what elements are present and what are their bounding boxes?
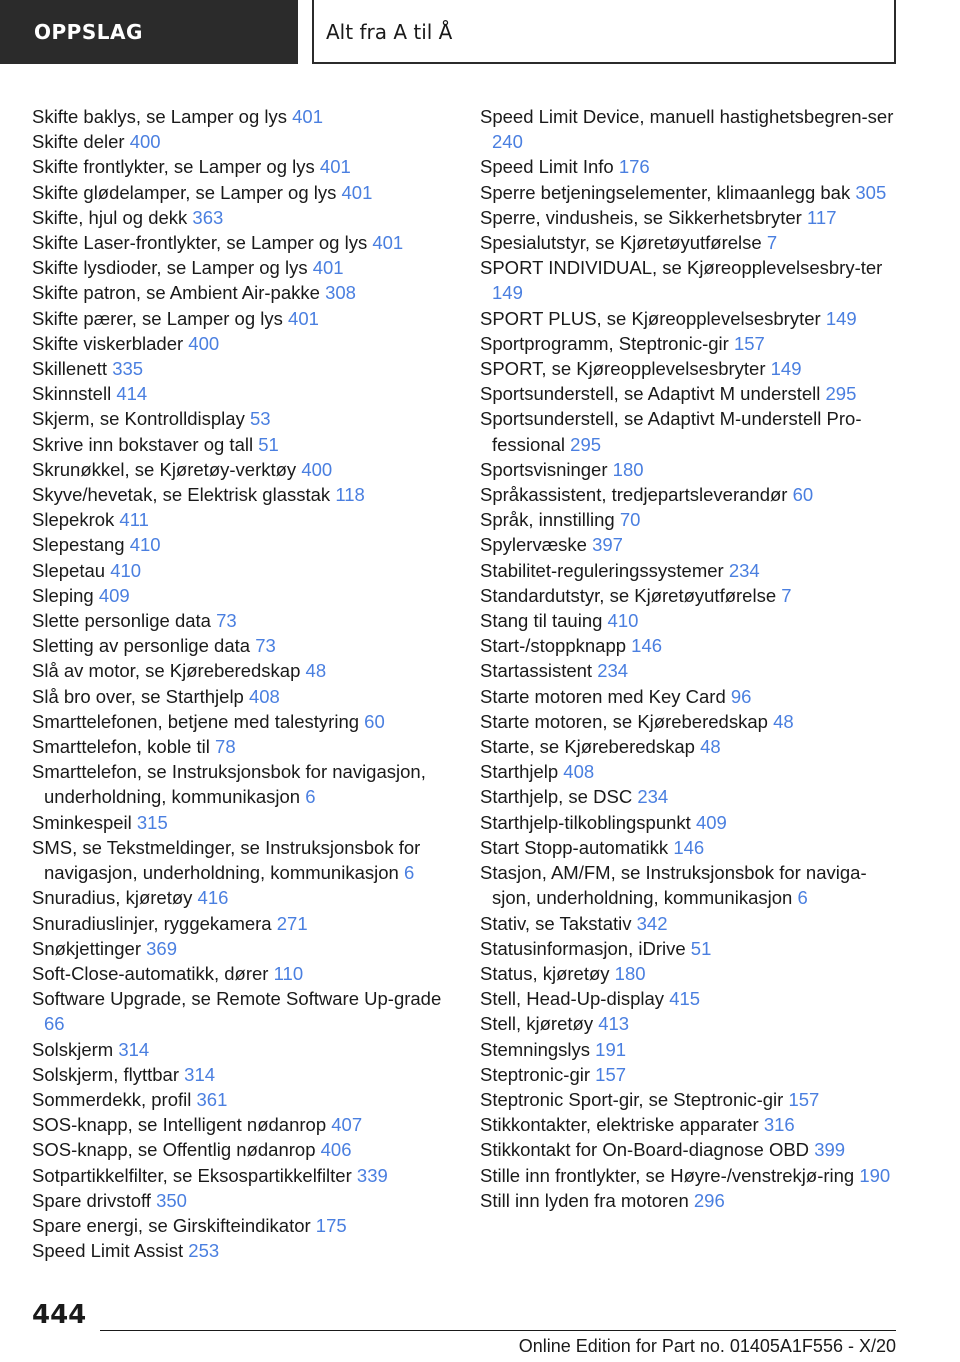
index-entry-text: Skjerm, se Kontrolldisplay	[32, 408, 245, 430]
index-entry	[32, 255, 447, 280]
index-entry	[480, 1188, 895, 1213]
index-page-link[interactable]: 149	[825, 307, 857, 329]
index-page-link[interactable]: 335	[112, 358, 144, 380]
index-entry-text: Slepekrok	[32, 509, 115, 531]
index-entry	[480, 860, 895, 910]
index-entry	[480, 230, 895, 255]
index-page-link[interactable]: 157	[733, 332, 765, 354]
index-page-link[interactable]: 401	[288, 307, 319, 329]
index-entry-text: Starte motoren, se Kjøreberedskap	[480, 710, 768, 732]
index-entry	[32, 608, 447, 633]
index-entry	[480, 356, 895, 381]
index-entry	[480, 1112, 895, 1137]
index-entry-text: Stikkontakt for On-Board-diagnose OBD	[480, 1139, 810, 1161]
index-entry	[32, 936, 447, 961]
index-page-link[interactable]: 73	[216, 610, 237, 632]
index-entry	[32, 658, 447, 683]
index-entry	[480, 936, 895, 961]
index-entry	[480, 1011, 895, 1036]
section-tab: OPPSLAG	[0, 0, 298, 64]
index-page-link[interactable]: 408	[248, 685, 280, 707]
index-entry	[32, 154, 447, 179]
index-page-link[interactable]: 157	[788, 1088, 820, 1110]
index-entry-text: Stemningslys	[480, 1038, 591, 1060]
index-entry-text: SOS-knapp, se Offentlig nødanrop	[32, 1139, 316, 1161]
index-page-link[interactable]: 6	[797, 887, 808, 909]
index-page-link[interactable]: 407	[331, 1114, 363, 1136]
index-page-link[interactable]: 316	[763, 1114, 795, 1136]
index-entry	[480, 1163, 895, 1188]
index-entry-text: Skifte deler	[32, 131, 125, 153]
index-entry-text: Speed Limit Info	[480, 156, 614, 178]
index-entry	[32, 734, 447, 759]
index-entry-text: Solskjerm	[32, 1038, 114, 1060]
index-entry-text: SPORT, se Kjøreopplevelsesbryter	[480, 358, 766, 380]
index-entry-text: Smarttelefonen, betjene med talestyring	[32, 710, 360, 732]
index-entry	[32, 129, 447, 154]
index-entry-text: Spare drivstoff	[32, 1189, 151, 1211]
index-page-link[interactable]: 295	[570, 433, 602, 455]
index-entry-text: Skifte Laser-frontlykter, se Lamper og lys	[32, 232, 368, 254]
index-entry-text: Sperre, vindusheis, se Sikkerhetsbryter	[480, 206, 802, 228]
index-entry	[32, 381, 447, 406]
index-entry-text: Språk, innstilling	[480, 509, 615, 531]
index-page-link[interactable]: 342	[636, 912, 668, 934]
index-entry	[480, 608, 895, 633]
index-entry	[32, 104, 447, 129]
index-entry-text: Stabilitet-reguleringssystemer	[480, 559, 724, 581]
index-entry	[480, 583, 895, 608]
index-page-link[interactable]: 190	[859, 1164, 891, 1186]
index-entry	[480, 911, 895, 936]
index-entry	[480, 709, 895, 734]
index-entry-text: Slepetau	[32, 559, 106, 581]
index-entry	[32, 457, 447, 482]
index-page-link[interactable]: 51	[690, 937, 712, 959]
index-entry-text: Skrunøkkel, se Kjøretøy-verktøy	[32, 458, 297, 480]
index-page-link[interactable]: 6	[403, 862, 415, 884]
index-entry-text: Startassistent	[480, 660, 593, 682]
index-entry	[480, 457, 895, 482]
index-entry-text: Stikkontakter, elektriske apparater	[480, 1114, 759, 1136]
index-entry	[480, 154, 895, 179]
index-entry-text: Stell, Head-Up-display	[480, 988, 665, 1010]
index-entry-text: Skifte pærer, se Lamper og lys	[32, 307, 283, 329]
index-entry-text: Stasjon, AM/FM, se Instruksjonsbok for naviga-sjon, underholdning, kommunikasjon	[480, 862, 867, 909]
index-entry-text: Starthjelp, se DSC	[480, 786, 633, 808]
index-entry	[32, 961, 447, 986]
index-page-link[interactable]: 53	[249, 408, 271, 430]
index-entry	[32, 331, 447, 356]
index-entry-text: Skifte glødelamper, se Lamper og lys	[32, 181, 337, 203]
index-entry	[480, 1037, 895, 1062]
index-entry	[32, 180, 447, 205]
index-entry-text: Stell, kjøretøy	[480, 1013, 594, 1035]
index-entry	[32, 230, 447, 255]
index-page-link[interactable]: 409	[98, 584, 130, 606]
index-entry-text: Skrive inn bokstaver og tall	[32, 433, 254, 455]
index-page-link[interactable]: 60	[792, 484, 814, 506]
index-page-link[interactable]: 51	[258, 433, 279, 455]
index-entry-text: Starte, se Kjøreberedskap	[480, 736, 695, 758]
index-entry-text: Smarttelefon, se Instruksjonsbok for navigasjon, underholdning, kommunikasjon	[32, 761, 426, 808]
index-entry-text: Soft-Close-automatikk, dører	[32, 962, 269, 984]
index-page-link[interactable]: 411	[119, 509, 149, 531]
index-page-link[interactable]: 369	[146, 937, 178, 959]
index-entry-text: Starte motoren med Key Card	[480, 685, 726, 707]
index-entry-text: Start-/stoppknapp	[480, 635, 627, 657]
index-entry	[480, 406, 895, 456]
index-entry-text: Stativ, se Takstativ	[480, 912, 632, 934]
index-entry-text: Spesialutstyr, se Kjøretøyutførelse	[480, 232, 762, 254]
index-page-link[interactable]: 408	[563, 761, 595, 783]
index-entry-text: Skifte frontlykter, se Lamper og lys	[32, 156, 315, 178]
index-entry-text: Snuradius, kjøretøy	[32, 887, 193, 909]
index-page-link[interactable]: 157	[595, 1063, 627, 1085]
index-page-link[interactable]: 401	[319, 156, 351, 178]
index-entry	[32, 1213, 447, 1238]
index-entry	[32, 1037, 447, 1062]
footer-divider	[100, 1330, 896, 1331]
index-entry-text: Språkassistent, tredjepartsleverandør	[480, 484, 788, 506]
index-entry	[32, 306, 447, 331]
index-entry	[480, 658, 895, 683]
index-entry	[480, 306, 895, 331]
index-entry-text: Sotpartikkelfilter, se Eksospartikkelfilter	[32, 1164, 352, 1186]
index-entry-text: Sperre betjeningselementer, klimaanlegg bak	[480, 181, 851, 203]
index-entry	[480, 381, 895, 406]
index-page-link[interactable]: 410	[129, 534, 161, 556]
index-entry	[480, 482, 895, 507]
index-page-link[interactable]: 413	[598, 1013, 630, 1035]
index-entry-text: Starthjelp-tilkoblingspunkt	[480, 811, 691, 833]
index-entry	[32, 532, 447, 557]
index-page-link[interactable]: 7	[766, 232, 778, 254]
index-page-link[interactable]: 339	[356, 1164, 388, 1186]
index-page-link[interactable]: 314	[184, 1063, 216, 1085]
index-entry-text: Status, kjøretøy	[480, 962, 610, 984]
index-entry-text: Skifte lysdioder, se Lamper og lys	[32, 257, 308, 279]
index-entry	[32, 356, 447, 381]
index-entry	[480, 986, 895, 1011]
index-entry-text: Skyve/hevetak, se Elektrisk glasstak	[32, 484, 331, 506]
index-entry-text: SMS, se Tekstmeldinger, se Instruksjonsbok for navigasjon, underholdning, kommunikasjon	[32, 836, 421, 884]
index-page-link[interactable]: 361	[196, 1088, 228, 1110]
index-entry	[480, 835, 895, 860]
index-page-link[interactable]: 146	[673, 836, 705, 858]
index-entry	[32, 810, 447, 835]
index-entry-text: Snuradiuslinjer, ryggekamera	[32, 912, 272, 934]
index-entry-text: SPORT INDIVIDUAL, se Kjøreopplevelsesbry-ter	[480, 257, 883, 279]
index-entry	[480, 633, 895, 658]
index-page-link[interactable]: 149	[492, 282, 523, 304]
index-page-link[interactable]: 117	[806, 206, 837, 228]
index-entry	[480, 810, 895, 835]
index-entry-text: Spare energi, se Girskifteindikator	[32, 1214, 311, 1236]
index-entry	[32, 1188, 447, 1213]
index-entry-text: Start Stopp-automatikk	[480, 836, 669, 858]
index-entry-text: Sletting av personlige data	[32, 635, 251, 657]
index-entry-text: Speed Limit Device, manuell hastighetsbegren-ser	[480, 106, 894, 127]
index-entry	[32, 1062, 447, 1087]
index-entry-text: Steptronic Sport-gir, se Steptronic-gir	[480, 1088, 784, 1110]
index-entry	[480, 205, 895, 230]
index-page-link[interactable]: 399	[814, 1139, 846, 1161]
index-page-link[interactable]: 409	[695, 811, 727, 833]
index-page-link[interactable]: 400	[188, 332, 220, 354]
index-entry	[32, 406, 447, 431]
index-page-link[interactable]: 406	[320, 1139, 352, 1161]
index-page-link[interactable]: 48	[700, 736, 721, 758]
index-entry	[32, 709, 447, 734]
index-entry	[32, 911, 447, 936]
footer-edition: Online Edition for Part no. 01405A1F556 - X/20	[518, 1336, 896, 1356]
index-entry-text: Sommerdekk, profil	[32, 1088, 192, 1110]
index-page-link[interactable]: 401	[292, 106, 324, 127]
index-entry-text: SOS-knapp, se Intelligent nødanrop	[32, 1114, 327, 1136]
index-page-link[interactable]: 315	[136, 811, 168, 833]
index-page-link[interactable]: 416	[197, 887, 229, 909]
index-entry-text: Skifte patron, se Ambient Air-pakke	[32, 282, 320, 304]
index-page-link[interactable]: 401	[341, 181, 373, 203]
index-page-link[interactable]: 149	[770, 358, 802, 380]
index-column-left	[32, 104, 447, 1263]
index-page-link[interactable]: 176	[618, 156, 650, 178]
index-page-link[interactable]: 410	[607, 610, 639, 632]
page-number: 444	[32, 1300, 87, 1330]
index-page-link[interactable]: 414	[116, 383, 148, 405]
index-page-link[interactable]: 401	[312, 257, 344, 279]
index-page-link[interactable]: 146	[631, 635, 663, 657]
index-entry	[480, 684, 895, 709]
index-entry-text: Stang til tauing	[480, 610, 603, 632]
index-page-link[interactable]: 410	[110, 559, 142, 581]
index-page-link[interactable]: 295	[825, 383, 857, 405]
index-entry-text: Slå av motor, se Kjøreberedskap	[32, 660, 301, 682]
index-entry-text: Statusinformasjon, iDrive	[480, 937, 686, 959]
index-entry	[32, 633, 447, 658]
index-entry	[32, 482, 447, 507]
index-entry	[480, 558, 895, 583]
index-page-link[interactable]: 66	[44, 1013, 65, 1035]
index-entry-text: Sportprogramm, Steptronic-gir	[480, 332, 729, 354]
index-entry	[480, 961, 895, 986]
index-entry-text: Skifte viskerblader	[32, 332, 184, 354]
index-entry	[32, 583, 447, 608]
index-page-link[interactable]: 48	[305, 660, 327, 682]
index-entry-text: Skifte, hjul og dekk	[32, 206, 188, 228]
index-entry-text: Standardutstyr, se Kjøretøyutførelse	[480, 584, 777, 606]
index-entry-text: Spylervæske	[480, 534, 587, 556]
index-page-link[interactable]: 363	[192, 206, 224, 228]
index-entry	[480, 532, 895, 557]
index-page-link[interactable]: 397	[592, 534, 623, 556]
index-entry	[480, 784, 895, 809]
index-page-link[interactable]: 234	[597, 660, 629, 682]
index-page-link[interactable]: 271	[276, 912, 308, 934]
index-page-link[interactable]: 191	[595, 1038, 627, 1060]
index-entry	[32, 1087, 447, 1112]
index-page-link[interactable]: 7	[781, 584, 792, 606]
index-page-link[interactable]: 400	[129, 131, 161, 153]
index-entry-text: Solskjerm, flyttbar	[32, 1063, 180, 1085]
index-entry	[32, 684, 447, 709]
index-entry-text: SPORT PLUS, se Kjøreopplevelsesbryter	[480, 307, 821, 329]
index-entry-text: Skinnstell	[32, 383, 112, 405]
index-entry	[32, 986, 447, 1036]
index-entry-text: Starthjelp	[480, 761, 559, 783]
index-entry	[32, 280, 447, 305]
index-page-link[interactable]: 401	[372, 232, 404, 254]
index-page-link[interactable]: 118	[335, 484, 365, 506]
index-entry	[480, 180, 895, 205]
index-entry	[480, 1087, 895, 1112]
index-page-link[interactable]: 234	[637, 786, 669, 808]
index-page-link[interactable]: 234	[728, 559, 760, 581]
index-entry-text: Sportsunderstell, se Adaptivt M-understell Pro-fessional	[480, 408, 862, 455]
index-entry-text: Skillenett	[32, 358, 108, 380]
index-page-link[interactable]: 78	[215, 736, 236, 758]
index-page-link[interactable]: 400	[301, 458, 333, 480]
index-entry-text: Sleping	[32, 584, 94, 606]
index-page-link[interactable]: 73	[255, 635, 276, 657]
index-entry-text: Software Upgrade, se Remote Software Up-grade	[32, 988, 442, 1010]
index-page-link[interactable]: 6	[305, 786, 316, 808]
index-entry-text: Slå bro over, se Starthjelp	[32, 685, 244, 707]
index-entry-text: Sportsunderstell, se Adaptivt M understell	[480, 383, 821, 405]
index-entry	[480, 255, 895, 305]
index-entry-text: Speed Limit Assist	[32, 1240, 184, 1262]
index-entry-text: Snøkjettinger	[32, 937, 141, 959]
index-entry-text: Slepestang	[32, 534, 125, 556]
index-entry-text: Sportsvisninger	[480, 458, 608, 480]
index-page-link[interactable]: 110	[273, 962, 304, 984]
index-page-link[interactable]: 175	[315, 1214, 347, 1236]
index-page-link[interactable]: 305	[855, 181, 887, 203]
index-page-link[interactable]: 180	[612, 458, 644, 480]
index-page-link[interactable]: 415	[669, 988, 701, 1010]
index-entry	[32, 205, 447, 230]
index-page-link[interactable]: 240	[492, 131, 523, 153]
index-page-link[interactable]: 48	[773, 710, 794, 732]
index-entry	[32, 432, 447, 457]
index-page-link[interactable]: 96	[730, 685, 752, 707]
index-entry-text: Stille inn frontlykter, se Høyre-/venstrekjø-ring	[480, 1164, 855, 1186]
index-entry	[32, 1112, 447, 1137]
chapter-title: Alt fra A til Å	[312, 0, 896, 64]
index-entry-text: Smarttelefon, koble til	[32, 736, 210, 758]
index-page-link[interactable]: 308	[325, 282, 356, 304]
index-entry	[480, 734, 895, 759]
index-entry-text: Still inn lyden fra motoren	[480, 1189, 689, 1211]
index-entry-text: Skifte baklys, se Lamper og lys	[32, 106, 287, 127]
index-entry	[480, 1062, 895, 1087]
index-entry	[480, 759, 895, 784]
index-entry	[32, 885, 447, 910]
index-page-link[interactable]: 350	[156, 1189, 187, 1211]
index-entry-text: Steptronic-gir	[480, 1063, 591, 1085]
index-entry	[32, 558, 447, 583]
index-page-link[interactable]: 180	[614, 962, 646, 984]
index-entry	[32, 507, 447, 532]
index-page-link[interactable]: 60	[364, 710, 385, 732]
index-entry	[32, 835, 447, 885]
index-entry	[480, 104, 895, 154]
index-entry	[32, 759, 447, 809]
index-page-link[interactable]: 296	[693, 1189, 725, 1211]
index-entry	[32, 1137, 447, 1162]
index-entry	[480, 331, 895, 356]
index-page-link[interactable]: 253	[188, 1240, 220, 1262]
index-entry	[32, 1163, 447, 1188]
index-entry-text: Sminkespeil	[32, 811, 132, 833]
index-page-link[interactable]: 314	[118, 1038, 150, 1060]
index-entry	[480, 507, 895, 532]
index-page-link[interactable]: 70	[619, 509, 641, 531]
index-column-right	[480, 104, 895, 1213]
index-entry	[480, 1137, 895, 1162]
index-entry-text: Slette personlige data	[32, 610, 211, 632]
index-entry	[32, 1238, 447, 1263]
